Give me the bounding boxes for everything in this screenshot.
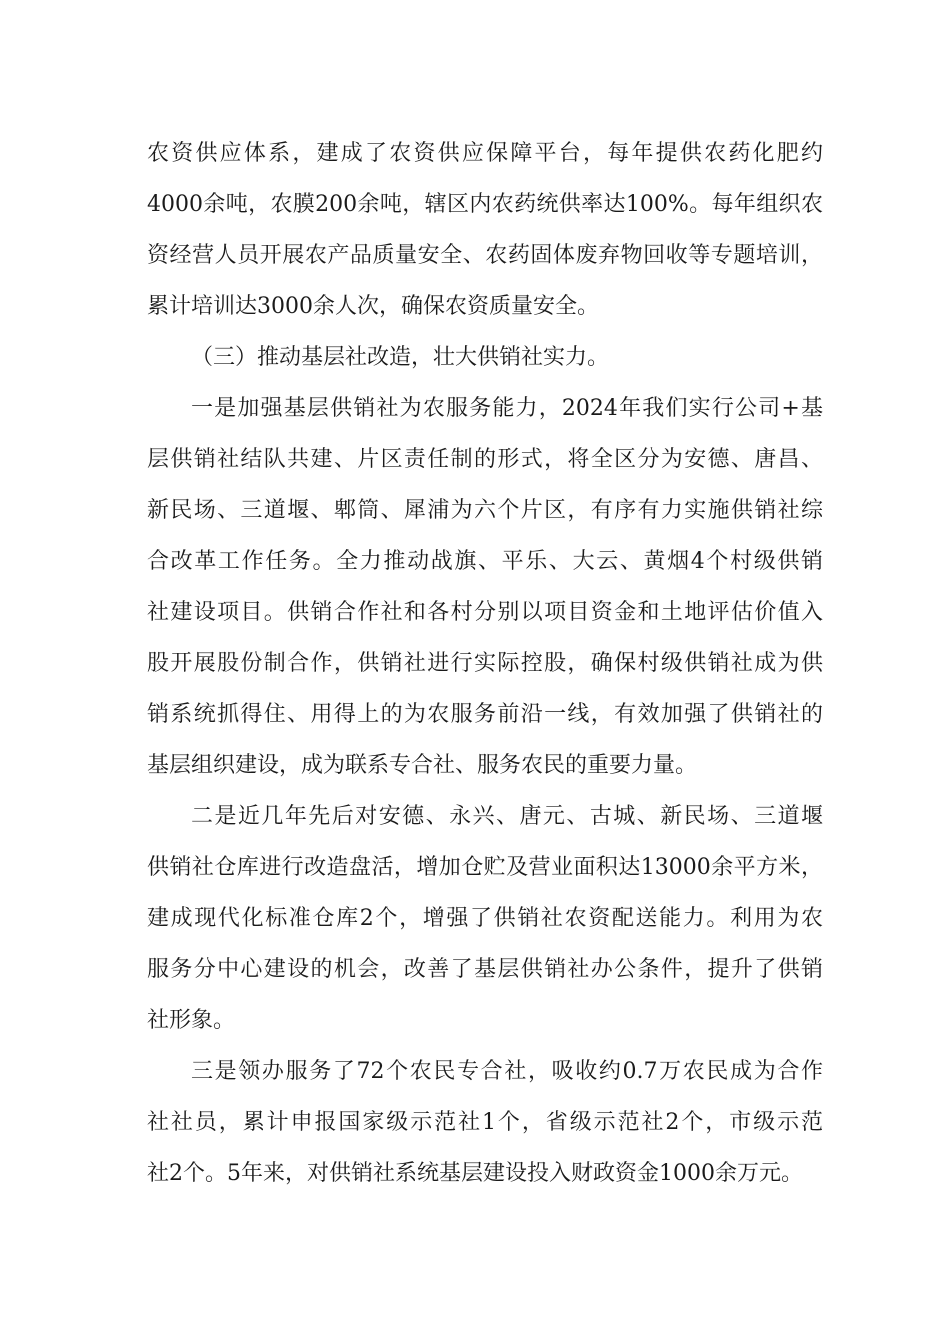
text-line: 社社员，累计申报国家级示范社1个，省级示范社2个，市级示范	[147, 1110, 823, 1135]
section-heading	[147, 332, 823, 383]
text-line: 社2个。5年来，对供销社系统基层建设投入财政资金1000余万元。	[147, 1161, 803, 1186]
text-line: 股开展股份制合作，供销社进行实际控股，确保村级供销社成为供	[147, 651, 823, 676]
text-line: 销系统抓得住、用得上的为农服务前沿一线，有效加强了供销社的	[147, 702, 823, 727]
text-line: 建成现代化标准仓库2个，增强了供销社农资配送能力。利用为农	[147, 906, 823, 931]
text-line: 4000余吨，农膜200余吨，辖区内农药统供率达100%。每年组织农	[147, 192, 823, 217]
text-line: 供销社仓库进行改造盘活，增加仓贮及营业面积达13000余平方米，	[147, 855, 823, 880]
text-line: 社建设项目。供销合作社和各村分别以项目资金和土地评估价值入	[147, 600, 823, 625]
text-line: 一是加强基层供销社为农服务能力，2024年我们实行公司+基	[191, 396, 823, 421]
paragraph-point-three	[147, 1046, 823, 1199]
text-line: 农资供应体系，建成了农资供应保障平台，每年提供农药化肥约	[147, 141, 823, 166]
paragraph-supply-system	[147, 128, 823, 332]
text-line: 累计培训达3000余人次，确保农资质量安全。	[147, 294, 599, 319]
heading-line: （三）推动基层社改造，壮大供销社实力。	[191, 345, 610, 370]
document-body	[147, 128, 823, 1199]
text-line: 资经营人员开展农产品质量安全、农药固体废弃物回收等专题培训，	[147, 243, 823, 268]
paragraph-point-one	[147, 383, 823, 791]
text-line: 社形象。	[147, 1008, 236, 1033]
text-line: 基层组织建设，成为联系专合社、服务农民的重要力量。	[147, 753, 698, 778]
text-line: 新民场、三道堰、郫筒、犀浦为六个片区，有序有力实施供销社综	[147, 498, 823, 523]
text-line: 层供销社结队共建、片区责任制的形式，将全区分为安德、唐昌、	[147, 447, 823, 472]
text-line: 二是近几年先后对安德、永兴、唐元、古城、新民场、三道堰	[191, 804, 823, 829]
paragraph-point-two	[147, 791, 823, 1046]
text-line: 合改革工作任务。全力推动战旗、平乐、大云、黄烟4个村级供销	[147, 549, 823, 574]
text-line: 三是领办服务了72个农民专合社，吸收约0.7万农民成为合作	[191, 1059, 823, 1084]
text-line: 服务分中心建设的机会，改善了基层供销社办公条件，提升了供销	[147, 957, 823, 982]
